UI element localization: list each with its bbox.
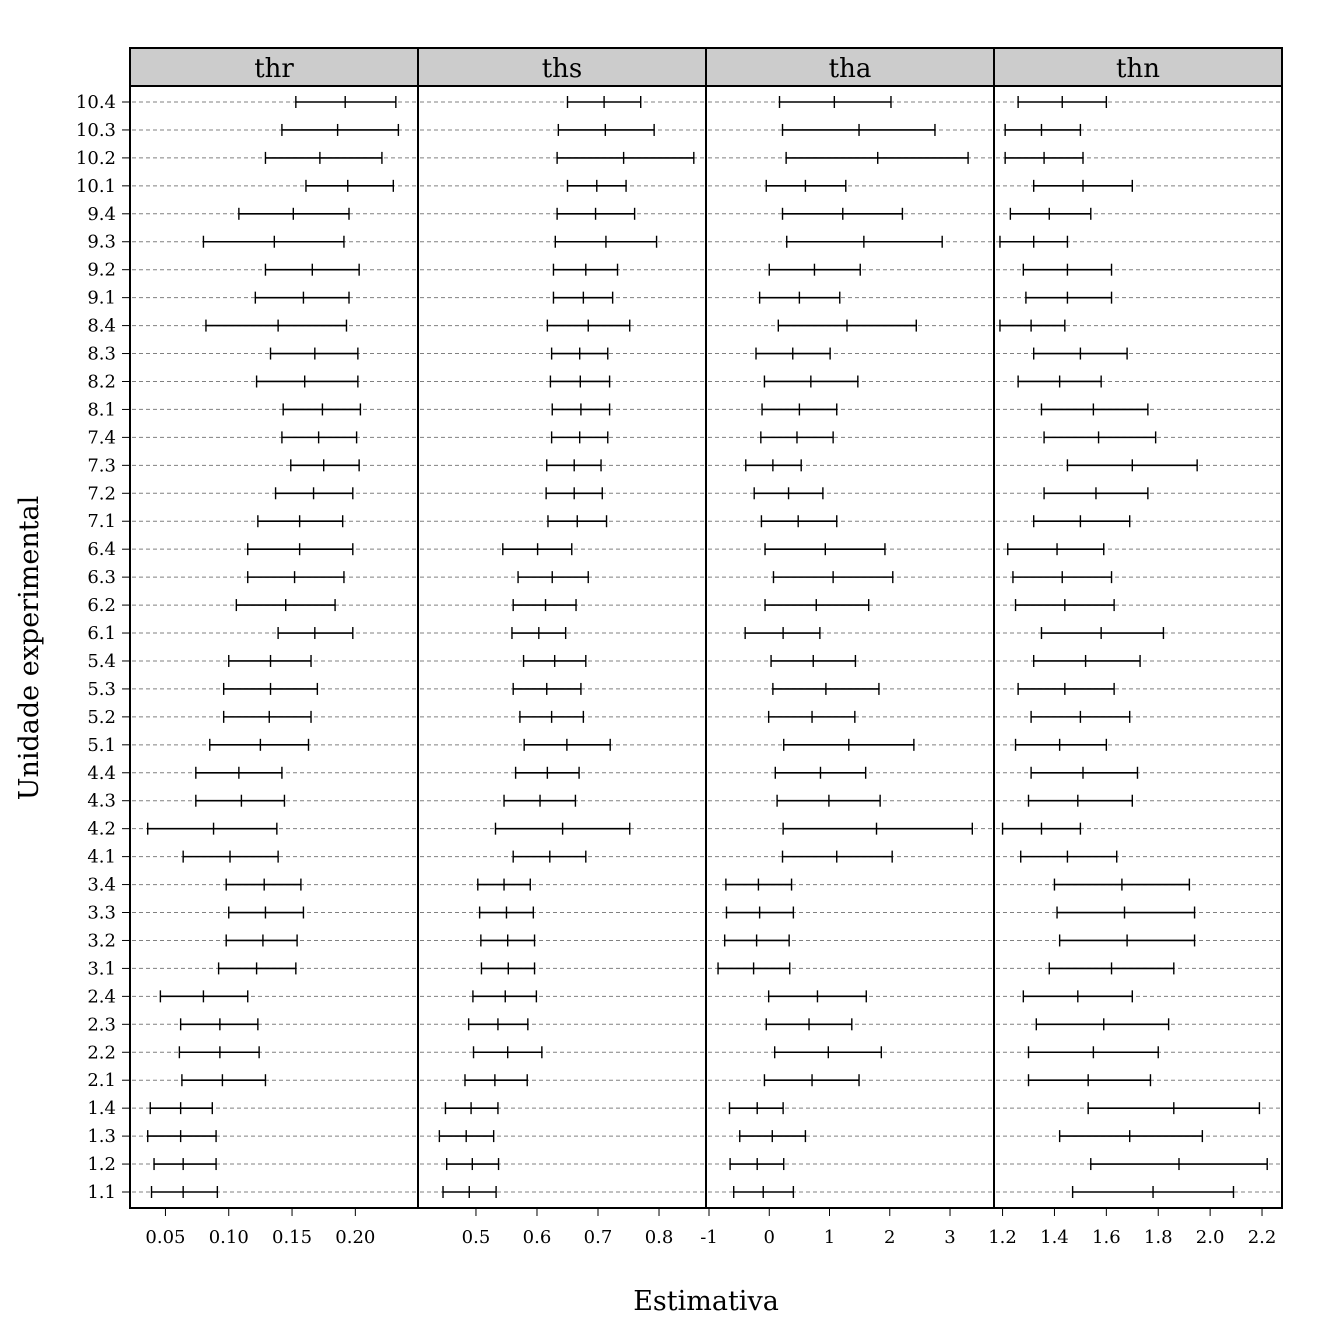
- y-tick-label: 6.2: [87, 595, 116, 617]
- y-tick-label: 6.1: [87, 623, 116, 645]
- x-tick-label: 1.6: [1092, 1227, 1121, 1248]
- y-tick-label: 10.3: [75, 119, 116, 141]
- y-tick-label: 4.2: [87, 818, 116, 840]
- panel-thn: [988, 48, 1282, 1248]
- x-tick-label: 2.0: [1195, 1227, 1225, 1248]
- y-tick-label: 6.3: [87, 567, 116, 589]
- panel-frame: [130, 86, 418, 1208]
- panel-tha: [700, 48, 994, 1248]
- y-tick-label: 10.2: [75, 147, 116, 169]
- y-tick-label: 6.4: [87, 539, 116, 561]
- y-tick-label: 2.1: [87, 1070, 116, 1092]
- y-tick-label: 4.3: [87, 790, 116, 812]
- strip-label: tha: [828, 54, 872, 84]
- x-tick-label: 0.6: [522, 1227, 552, 1248]
- y-tick-label: 8.4: [87, 315, 116, 337]
- y-tick-label: 10.1: [75, 175, 116, 197]
- x-tick-label: 3: [944, 1227, 956, 1248]
- y-tick-label: 10.4: [75, 92, 116, 113]
- x-tick-label: 1.4: [1040, 1227, 1069, 1248]
- y-tick-label: 8.3: [87, 343, 116, 365]
- x-tick-label: 0.8: [644, 1227, 674, 1248]
- y-tick-label: 9.4: [87, 203, 116, 225]
- x-tick-label: 0: [763, 1227, 775, 1248]
- y-tick-label: 7.1: [87, 511, 116, 533]
- y-tick-label: 9.3: [87, 231, 116, 253]
- y-tick-label: 3.3: [87, 902, 116, 924]
- y-tick-label: 1.2: [87, 1154, 116, 1176]
- x-tick-label: -1: [700, 1227, 718, 1248]
- y-tick-label: 9.2: [87, 259, 116, 281]
- y-tick-label: 5.1: [87, 734, 116, 756]
- y-tick-label: 9.1: [87, 287, 116, 309]
- x-tick-label: 0.10: [208, 1227, 249, 1248]
- y-tick-label: 2.3: [87, 1014, 116, 1036]
- y-tick-label: 2.2: [87, 1042, 116, 1064]
- y-tick-label: 7.3: [87, 455, 116, 477]
- x-tick-label: 0.05: [145, 1227, 186, 1248]
- x-axis-title: Estimativa: [633, 1286, 779, 1317]
- strip-label: thn: [1116, 54, 1160, 84]
- y-tick-label: 4.1: [87, 846, 116, 868]
- strip-label: ths: [541, 54, 583, 84]
- y-tick-labels: [76, 92, 130, 1203]
- x-tick-label: 1: [823, 1227, 836, 1248]
- x-tick-label: 2: [884, 1227, 896, 1248]
- y-tick-label: 5.4: [87, 650, 116, 672]
- y-tick-label: 2.4: [87, 986, 116, 1008]
- y-axis-title: Unidade experimental: [14, 495, 45, 801]
- panels-group: [130, 48, 1282, 1248]
- y-tick-label: 1.3: [87, 1126, 116, 1148]
- y-tick-label: 8.1: [87, 399, 116, 421]
- y-tick-label: 7.2: [87, 483, 116, 505]
- y-tick-label: 5.2: [87, 706, 116, 728]
- x-tick-label: 0.7: [583, 1227, 613, 1248]
- y-tick-label: 4.4: [87, 762, 116, 784]
- y-tick-label: 3.2: [87, 930, 116, 952]
- panel-frame: [994, 86, 1282, 1208]
- strip-label: thr: [254, 54, 294, 84]
- x-tick-label: 1.2: [988, 1227, 1017, 1248]
- panel-frame: [418, 86, 706, 1208]
- y-tick-label: 8.2: [87, 371, 116, 393]
- x-tick-label: 1.8: [1143, 1227, 1173, 1248]
- x-tick-label: 2.2: [1247, 1227, 1277, 1248]
- x-tick-label: 0.5: [461, 1227, 491, 1248]
- y-tick-label: 3.4: [87, 874, 116, 896]
- x-tick-label: 0.15: [272, 1227, 313, 1248]
- y-tick-label: 1.4: [87, 1098, 116, 1120]
- y-tick-label: 1.1: [87, 1182, 116, 1203]
- panel-thr: [130, 48, 418, 1248]
- y-tick-label: 5.3: [87, 678, 116, 700]
- x-tick-label: 0.20: [335, 1227, 376, 1248]
- y-tick-label: 7.4: [87, 427, 116, 449]
- y-tick-label: 3.1: [87, 958, 116, 980]
- panel-frame: [706, 86, 994, 1208]
- panel-ths: [418, 48, 706, 1248]
